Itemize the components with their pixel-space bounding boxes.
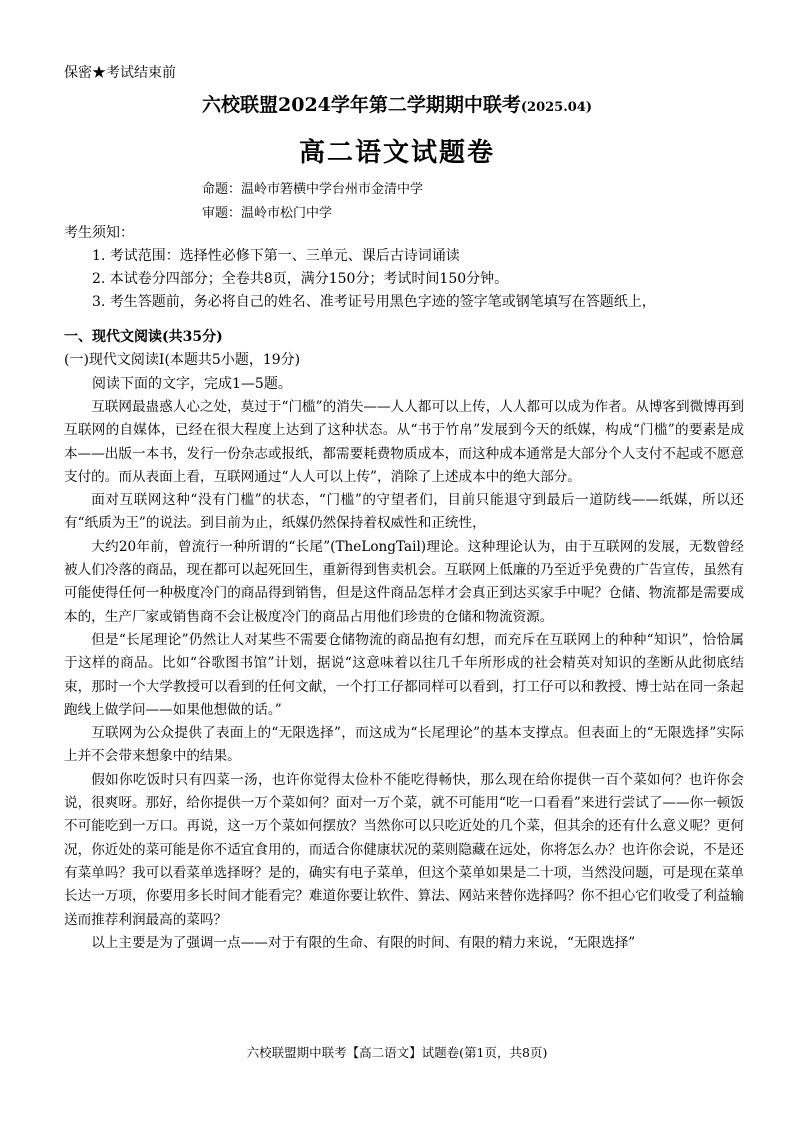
exam-title [0,90,794,117]
author-block [202,178,423,226]
exam-title-text: 六校联盟2024学年第二学期期中联考 [202,94,521,116]
passage-paragraph: 但是“长尾理论”仍然让人对某些不需要仓储物流的商品抱有幻想，而充斥在互联网上的种种“知识”，恰恰属于这样的商品。比如“谷歌图书馆”计划，据说“这意味着以往几千年所形成的社会精英对知识的垄断从此彻底结束，那时一个大学教授可以看到的任何文献，一个打工仔都同样可以看到，打工仔可以和教授、博士站在同一条起跑线上做学问——如果他想做的话。” [64,631,744,718]
passage-paragraph: 互联网最蛊惑人心之处，莫过于“门槛”的消失——人人都可以上传，人人都可以成为作者。从博客到微博再到互联网的自媒体，已经在很大程度上达到了这种状态。从“书于竹帛”发展到今天的纸媒，构成“门槛”的要素是成本——出版一本书，发行一份杂志或报纸，都需要耗费物质成本，而这种成本通常是大部分个人支付不起或不愿意支付的。而从表面上看，互联网通过“人人可以上传”，消除了上述成本中的绝大部分。 [64,399,744,485]
exam-notice [64,222,744,314]
passage-paragraph: 面对互联网这种“没有门槛”的状态，“门槛”的守望者们，目前只能退守到最后一道防线——纸媒，所以还有“纸质为王”的说法。到目前为止，纸媒仍然保持着权威性和正统性， [64,492,744,532]
author-line: 命题：温岭市箬横中学台州市金清中学 [202,182,424,197]
notice-item: 3. 考生答题前，务必将自己的姓名、准考证号用黑色字迹的签字笔或钢笔填写在答题纸上， [92,294,656,310]
page-footer: 六校联盟期中联考【高二语文】试题卷(第1页，共8页) [246,1045,548,1060]
notice-item: 2. 本试卷分四部分；全卷共8页，满分150分；考试时间150分钟。 [92,271,509,287]
section-heading: 一、现代文阅读(共35分) [64,329,223,345]
reading-instruction: 阅读下面的文字，完成1—5题。 [92,376,292,392]
notice-heading: 考生须知： [64,225,134,241]
confidential-label: 保密★考试结束前 [64,65,176,81]
notice-item: 1. 考试范围：选择性必修下第一、三单元、课后古诗词诵读 [92,248,460,264]
passage-paragraph: 大约20年前，曾流行一种所谓的“长尾”(TheLongTail)理论。这种理论认为，由于互联网的发展，无数曾经被人们冷落的商品，现在都可以起死回生，重新得到售卖机会。互联网上低廉的乃至近乎免费的广告宣传，虽然有可能使得任何一种极度冷门的商品得到销售，但是这件商品怎样才会真正到达买家手中呢？仓储、物流都是需要成本的，生产厂家或销售商不会让极度冷门的商品占用他们珍贵的仓储和物流资源。 [64,538,744,625]
exam-date: (2025.04) [520,100,592,115]
subsection-heading: (一)现代文阅读I(本题共5小题，19分) [64,352,301,368]
reading-passage [64,396,744,955]
reviewer-line: 审题：温岭市松门中学 [202,206,333,221]
passage-paragraph: 互联网为公众提供了表面上的“无限选择”，而这成为“长尾理论”的基本支撑点。但表面上的“无限选择”实际上并不会带来想象中的结果。 [64,725,744,765]
passage-paragraph: 假如你吃饭时只有四菜一汤，也许你觉得太俭朴不能吃得畅快，那么现在给你提供一百个菜如何？也许你会说，很爽呀。那好，给你提供一万个菜如何？面对一万个菜，就不可能用“吃一口看看”来进行尝试了——你一顿饭不可能吃到一万口。再说，这一万个菜如何摆放？当然你可以只吃近处的几个菜，但其余的还有什么意义呢？更何况，你近处的菜可能是你不适宜食用的，而适合你健康状况的菜则隐藏在远处，你将怎么办？也许你会说，不是还有菜单吗？我可以看菜单选择呀？是的，确实有电子菜单，但这个菜单如果是二十项，当然没问题，可是现在菜单长达一万项，你要用多长时间才能看完？难道你要让软件、算法、网站来替你选择吗？你不担心它们收受了利益输送而推荐利润最高的菜吗？ [64,771,744,928]
page-title: 高二语文试题卷 [298,138,495,168]
passage-paragraph: 以上主要是为了强调一点——对于有限的生命、有限的时间、有限的精力来说，“无限选择” [91,934,636,951]
